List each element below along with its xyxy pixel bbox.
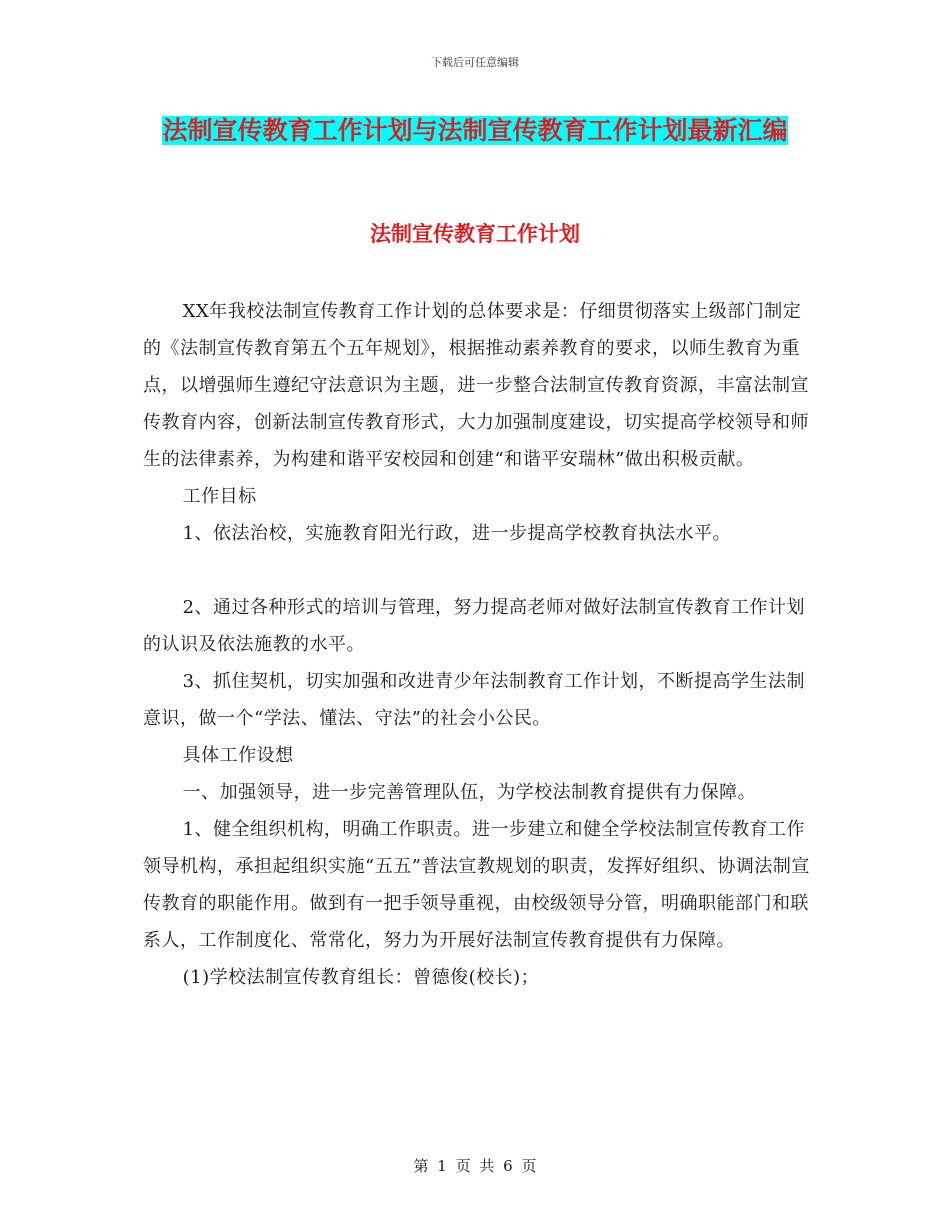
paragraph: 2、通过各种形式的培训与管理，努力提高老师对做好法制宣传教育工作计划的认识及依法施教的水平。 (143, 597, 806, 655)
page-indicator: 第 1 页 共 6 页 (413, 1157, 537, 1175)
document-body (143, 293, 815, 996)
section-title: 法制宣传教育工作计划 (370, 222, 580, 246)
document-title-text: 法制宣传教育工作计划与法制宣传教育工作计划最新汇编 (162, 116, 788, 145)
header-note: 下载后可任意编辑 (431, 56, 519, 69)
paragraph: 工作目标 (182, 486, 257, 507)
paragraph: XX年我校法制宣传教育工作计划的总体要求是：仔细贯彻落实上级部门制定的《法制宣传教育第五个五年规划》，根据推动素养教育的要求，以师生教育为重点，以增强师生遵纪守法意识为主题，进一步整合法制宣传教育资源，丰富法制宣传教育内容，创新法制宣传教育形式，大力加强制度建设，切实提高学校领导和师生的法律素养，为构建和谐平安校园和创建“和谐平安瑞林”做出积极贡献。 (143, 301, 809, 470)
paragraph: 1、依法治校，实施教育阳光行政，进一步提高学校教育执法水平。 (182, 523, 732, 544)
paragraph: 一、加强领导，进一步完善管理队伍，为学校法制教育提供有力保障。 (182, 782, 757, 803)
paragraph: 1、健全组织机构，明确工作职责。进一步建立和健全学校法制宣传教育工作领导机构，承担起组织实施“五五”普法宣教规划的职责，发挥好组织、协调法制宣传教育的职能作用。做到有一把手领导重视，由校级领导分管，明确职能部门和联系人，工作制度化、常常化，努力为开展好法制宣传教育提供有力保障。 (143, 819, 810, 951)
document-title (150, 110, 800, 152)
paragraph: 3、抓住契机，切实加强和改进青少年法制教育工作计划，不断提高学生法制意识，做一个“学法、懂法、守法”的社会小公民。 (143, 671, 806, 729)
paragraph: 具体工作设想 (182, 745, 294, 766)
paragraph: (1)学校法制宣传教育组长：曾德俊(校长)； (182, 967, 540, 988)
